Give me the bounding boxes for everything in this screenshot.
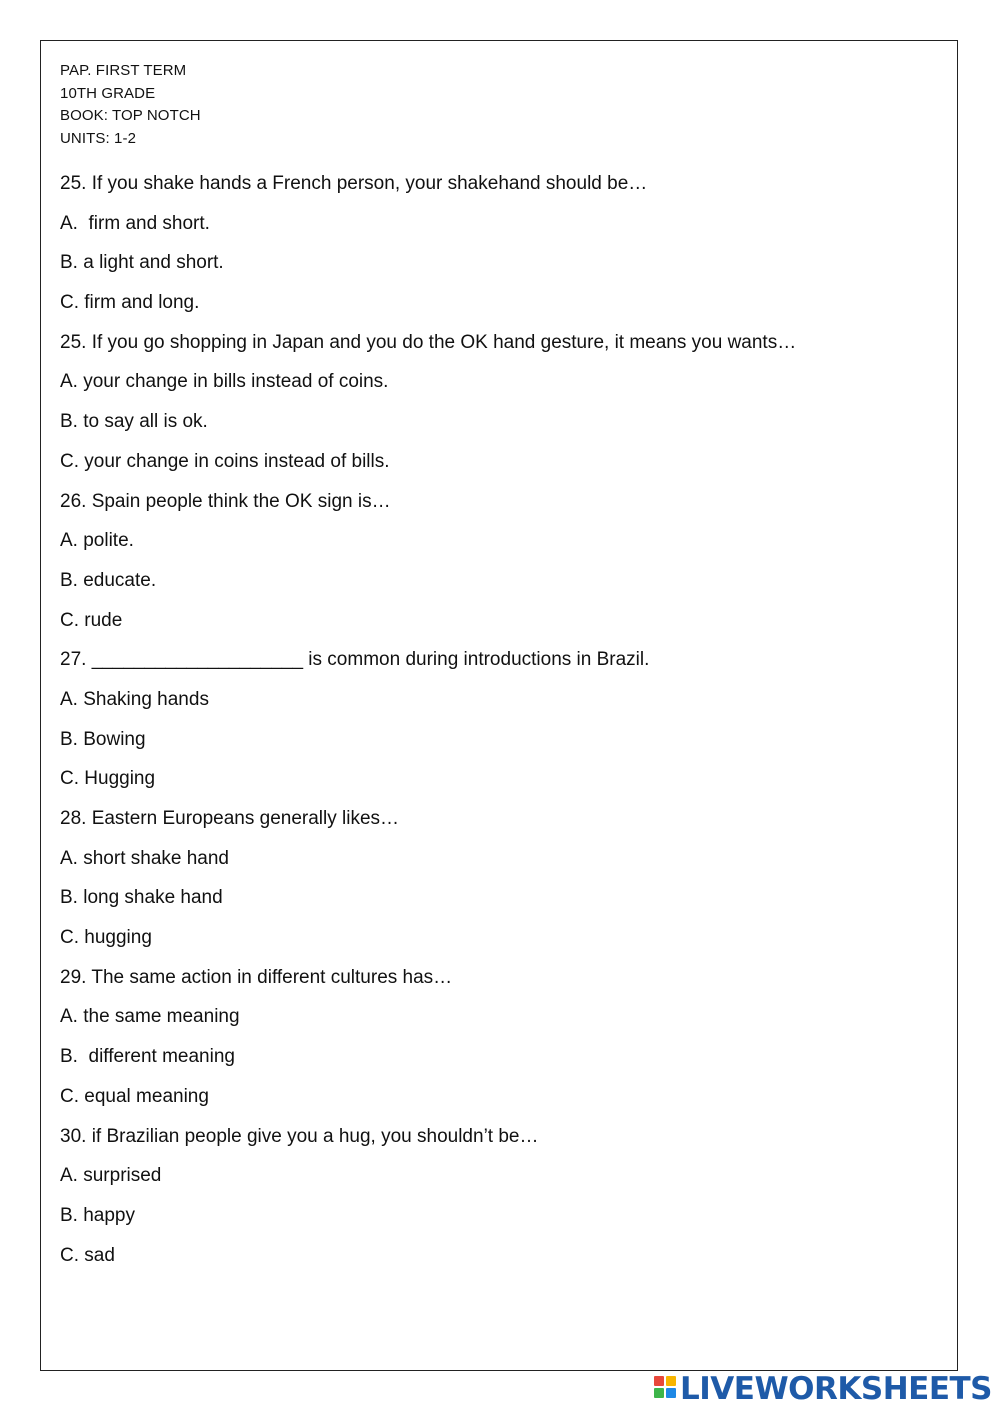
- worksheet-header: [60, 60, 201, 150]
- question-prompt: 30. if Brazilian people give you a hug, you shouldn’t be…: [60, 1125, 539, 1147]
- answer-option[interactable]: C. rude: [60, 609, 123, 631]
- answer-option[interactable]: B. happy: [60, 1204, 135, 1226]
- question-prompt: 29. The same action in different cultures has…: [60, 966, 453, 988]
- logo-square-red: [654, 1376, 664, 1386]
- answer-option[interactable]: A. your change in bills instead of coins.: [60, 371, 389, 393]
- liveworksheets-logo[interactable]: [654, 1371, 992, 1407]
- answer-option[interactable]: A. the same meaning: [60, 1006, 240, 1028]
- answer-option[interactable]: B. a light and short.: [60, 252, 224, 274]
- header-grade: 10TH GRADE: [60, 84, 156, 102]
- question-prompt: 26. Spain people think the OK sign is…: [60, 490, 391, 512]
- question-prompt: 28. Eastern Europeans generally likes…: [60, 808, 400, 829]
- answer-option[interactable]: B. to say all is ok.: [60, 411, 208, 433]
- question-list: [60, 171, 950, 1282]
- answer-option[interactable]: B. long shake hand: [60, 887, 223, 909]
- question-prompt: 27. ____________________ is common during introductions in Brazil.: [60, 649, 650, 671]
- answer-option[interactable]: A. short shake hand: [60, 847, 229, 869]
- answer-option[interactable]: A. surprised: [60, 1165, 162, 1187]
- answer-option[interactable]: C. hugging: [60, 927, 152, 949]
- answer-option[interactable]: C. firm and long.: [60, 292, 200, 314]
- logo-text: LIVEWORKSHEETS: [680, 1371, 992, 1407]
- header-book: BOOK: TOP NOTCH: [60, 107, 201, 124]
- answer-option[interactable]: C. your change in coins instead of bills.: [60, 450, 390, 472]
- header-term: PAP. FIRST TERM: [60, 62, 187, 79]
- logo-square-blue: [666, 1388, 676, 1398]
- logo-square-green: [654, 1388, 664, 1398]
- header-units: UNITS: 1-2: [60, 129, 137, 147]
- answer-option[interactable]: B. different meaning: [60, 1046, 235, 1068]
- logo-square-yellow: [666, 1376, 676, 1386]
- answer-option[interactable]: C. Hugging: [60, 768, 156, 790]
- answer-option[interactable]: A. polite.: [60, 530, 134, 552]
- answer-option[interactable]: A. firm and short.: [60, 212, 210, 234]
- logo-grid-icon: [654, 1376, 676, 1402]
- answer-option[interactable]: C. sad: [60, 1244, 115, 1266]
- question-prompt: 25. If you shake hands a French person, your shakehand should be…: [60, 173, 648, 194]
- answer-option[interactable]: B. Bowing: [60, 728, 146, 750]
- answer-option[interactable]: A. Shaking hands: [60, 688, 209, 710]
- answer-option[interactable]: C. equal meaning: [60, 1085, 209, 1107]
- question-prompt: 25. If you go shopping in Japan and you do the OK hand gesture, it means you wants…: [60, 331, 797, 353]
- answer-option[interactable]: B. educate.: [60, 569, 157, 591]
